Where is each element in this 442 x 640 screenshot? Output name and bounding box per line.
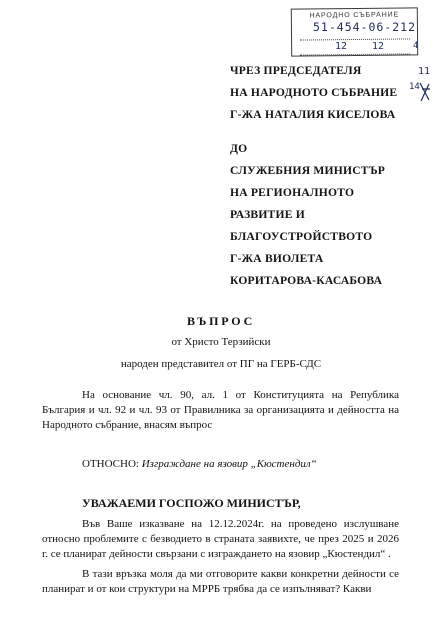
stamp-title: НАРОДНО СЪБРАНИЕ xyxy=(309,11,400,20)
document-title: ВЪПРОС xyxy=(186,314,256,328)
stamp-date-month: 12 xyxy=(372,41,385,52)
stamp-date-suffix: 4 xyxy=(413,41,419,51)
to-line-6: Г-ЖА ВИОЛЕТА xyxy=(230,252,324,265)
to-line-3: НА РЕГИОНАЛНОТО xyxy=(230,186,355,199)
stamp-date-line xyxy=(300,53,410,55)
stamp-reg-number: 51-454-06-212 xyxy=(313,20,417,34)
initials-mark xyxy=(418,80,432,104)
to-line-4: РАЗВИТИЕ И xyxy=(230,208,305,221)
margin-note-1: 11 xyxy=(418,66,431,77)
regarding-subject: Изграждане на язовир „Кюстендил“ xyxy=(141,458,317,470)
to-line-2: СЛУЖЕБНИЯ МИНИСТЪР xyxy=(230,164,386,177)
body-paragraph-2: В тази връзка моля да ми отговорите какви конкретни дейности се планират и от кои структури на МРРБ трябва да се изпълняват? Какви xyxy=(42,568,399,595)
via-line-2: НА НАРОДНОТО СЪБРАНИЕ xyxy=(230,86,398,99)
body-paragraph-1: Във Ваше изказване на 12.12.2024г. на проведено изслушване относно проблемите с безводието в страната заявихте, че през 2025 и 2026 г. се планират дейности свързани с изграждането на язовир „Кюстендил“ . xyxy=(42,518,399,560)
regarding-line xyxy=(82,458,317,470)
to-line-5: БЛАГОУСТРОЙСТВОТО xyxy=(230,230,373,243)
representative-line: народен представител от ПГ на ГЕРБ-СДС xyxy=(120,358,322,370)
via-line-3: Г-ЖА НАТАЛИЯ КИСЕЛОВА xyxy=(230,108,396,121)
stamp-date-day: 12 xyxy=(335,41,348,52)
to-line-7: КОРИТАРОВА-КАСАБОВА xyxy=(230,274,383,287)
basis-paragraph: На основание чл. 90, ал. 1 от Конституцията на Република България и чл. 92 и чл. 93 от Правилника за организацията и дейността на Народното събрание, внасям въпрос xyxy=(42,389,399,431)
margin-note-2: 14 xyxy=(409,82,420,92)
stamp-number-line xyxy=(300,38,410,40)
author-line: от Христо Терзийски xyxy=(171,336,271,348)
salutation: УВАЖАЕМИ ГОСПОЖО МИНИСТЪР, xyxy=(82,496,301,510)
to-line-1: ДО xyxy=(230,142,248,155)
regarding-label: ОТНОСНО: xyxy=(82,458,139,470)
via-line-1: ЧРЕЗ ПРЕДСЕДАТЕЛЯ xyxy=(230,64,362,77)
